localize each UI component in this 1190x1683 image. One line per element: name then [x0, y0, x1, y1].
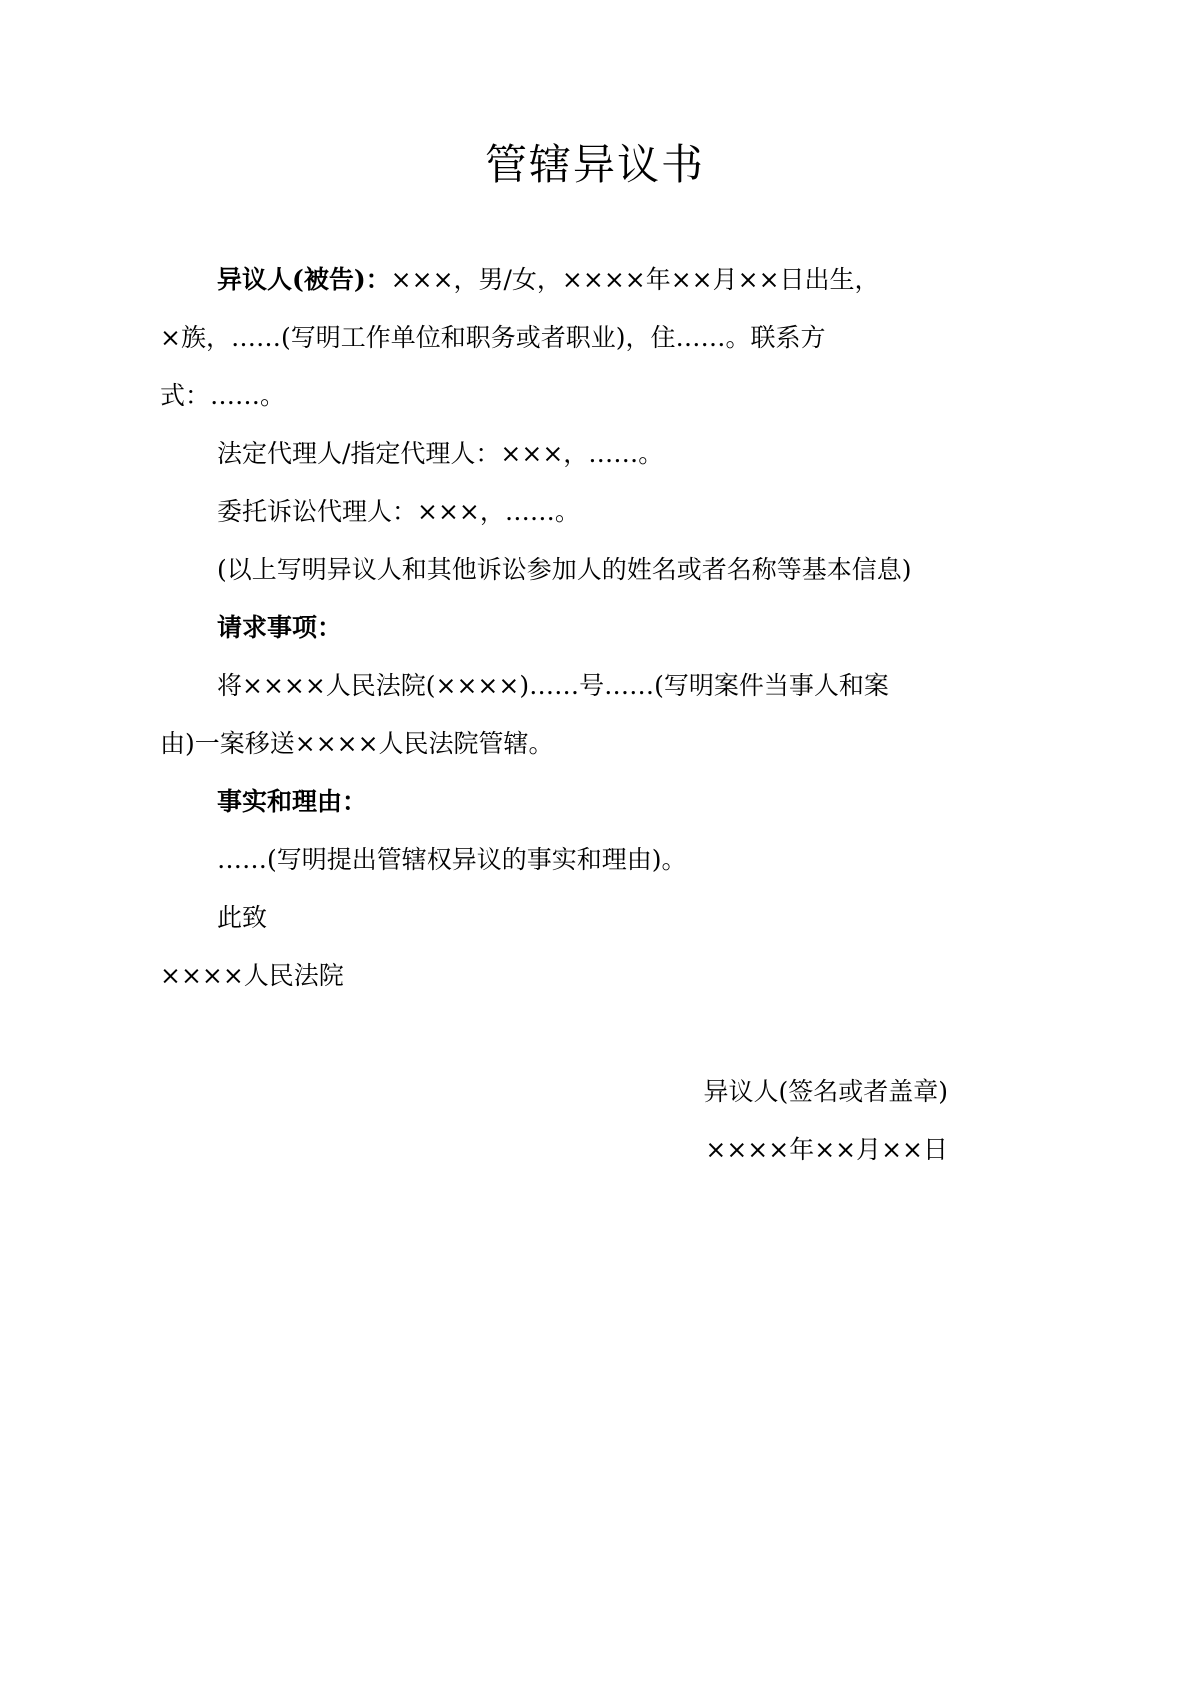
legal-representative: 法定代理人/指定代理人：×××，……。	[217, 439, 664, 468]
objector-line-1	[160, 251, 950, 309]
closing: 此致	[217, 903, 268, 932]
claims-heading	[160, 599, 950, 657]
info-note: (以上写明异议人和其他诉讼参加人的姓名或者名称等基本信息)	[217, 555, 912, 584]
date-line: ××××年××月××日	[705, 1135, 948, 1164]
claims-line-2: 由)一案移送××××人民法院管辖。	[160, 729, 554, 758]
facts-heading-text: 事实和理由：	[217, 787, 368, 816]
objector-line-2: ×族，……(写明工作单位和职务或者职业)，住……。联系方式：……。	[160, 323, 826, 410]
claims-line-1: 将××××人民法院(××××)……号……(写明案件当事人和案	[217, 671, 889, 700]
document-body	[160, 251, 950, 1179]
signature-spacer	[160, 1005, 950, 1063]
objector-details: ×××，男/女，××××年××月××日出生，	[390, 265, 880, 294]
facts-heading	[160, 773, 950, 831]
litigation-agent: 委托诉讼代理人：×××，……。	[217, 497, 580, 526]
claims-heading-text: 请求事项：	[217, 613, 343, 642]
objector-label: 异议人(被告)：	[217, 265, 391, 294]
document-title: 管辖异议书	[484, 140, 705, 189]
addressee-court: ××××人民法院	[160, 961, 344, 990]
facts-body: ……(写明提出管辖权异议的事实和理由)。	[217, 845, 687, 874]
signature-line: 异议人(签名或者盖章)	[703, 1077, 948, 1106]
